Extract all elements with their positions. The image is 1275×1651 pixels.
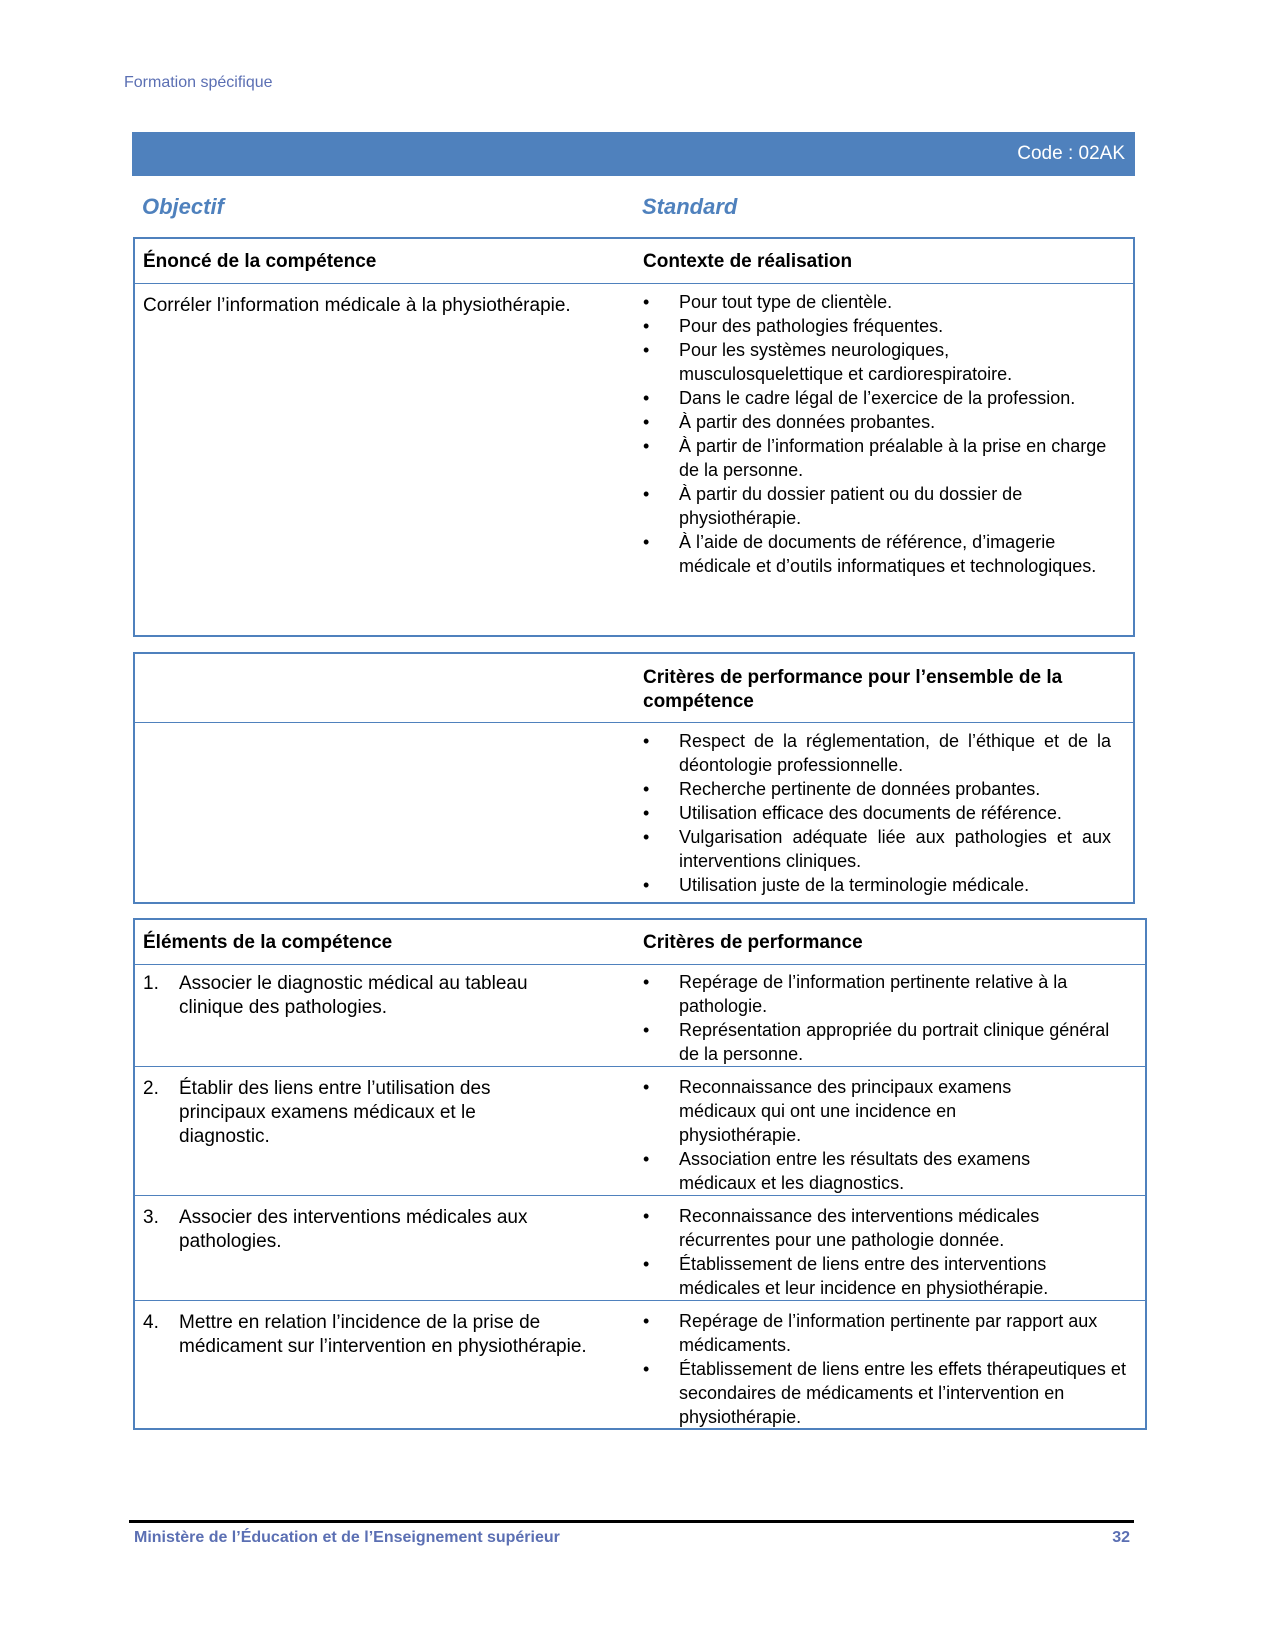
page-number: 32 (1112, 1529, 1130, 1546)
competence-box-header (135, 239, 1133, 284)
list-item: • Reconnaissance des principaux examens médicaux qui ont une incidence en physiothérapie. (643, 1075, 1063, 1147)
footer-rule (129, 1520, 1134, 1523)
criteria-list (643, 970, 1123, 1066)
criteria-list (643, 1204, 1093, 1300)
list-item: • À l’aide de documents de référence, d’imagerie médicale et d’outils informatiques et technologiques. (643, 530, 1113, 578)
list-item: • Utilisation juste de la terminologie médicale. (643, 873, 1111, 897)
overall-performance-header (135, 654, 1133, 723)
list-item: • Établissement de liens entre les effets thérapeutiques et secondaires de médicaments et l’intervention en physiothérapie. (643, 1357, 1133, 1429)
code-bar (132, 132, 1135, 176)
criteria-list (643, 1309, 1133, 1429)
section-title-objectif: Objectif (142, 194, 224, 219)
element-number: 4. (143, 1312, 159, 1333)
list-item: • Recherche pertinente de données probantes. (643, 777, 1111, 801)
list-item: • Utilisation efficace des documents de référence. (643, 801, 1111, 825)
criteria-header: Critères de performance (643, 932, 863, 953)
element-number: 3. (143, 1207, 159, 1228)
overall-performance-title: Critères de performance pour l’ensemble de la compétence (643, 667, 1063, 712)
footer-ministry: Ministère de l’Éducation et de l’Enseignement supérieur (134, 1529, 560, 1546)
list-item: • Repérage de l’information pertinente par rapport aux médicaments. (643, 1309, 1133, 1357)
elements-header: Éléments de la compétence (143, 932, 393, 953)
overall-performance-list (643, 729, 1111, 897)
list-item: • À partir de l’information préalable à la prise en charge de la personne. (643, 434, 1113, 482)
list-item: • Représentation appropriée du portrait clinique général de la personne. (643, 1018, 1123, 1066)
element-text: Mettre en relation l’incidence de la prise de médicament sur l’intervention en physiothérapie. (179, 1312, 587, 1357)
list-item: • Pour les systèmes neurologiques, musculosquelettique et cardiorespiratoire. (643, 338, 1113, 386)
code-label: Code : 02AK (1017, 143, 1125, 164)
row-divider (135, 1300, 1145, 1301)
list-item: • Pour tout type de clientèle. (643, 290, 1113, 314)
elements-box-header (135, 920, 1145, 965)
element-number: 2. (143, 1078, 159, 1099)
list-item: • Association entre les résultats des examens médicaux et les diagnostics. (643, 1147, 1063, 1195)
row-divider (135, 1195, 1145, 1196)
list-item: • Vulgarisation adéquate liée aux pathologies et aux interventions cliniques. (643, 825, 1111, 873)
list-item: • Repérage de l’information pertinente relative à la pathologie. (643, 970, 1123, 1018)
criteria-list (643, 1075, 1063, 1195)
context-list (643, 290, 1113, 578)
header-title: Formation spécifique (124, 74, 273, 91)
element-number: 1. (143, 973, 159, 994)
elements-box (133, 918, 1147, 1430)
list-item: • À partir des données probantes. (643, 410, 1113, 434)
list-item: • Dans le cadre légal de l’exercice de la profession. (643, 386, 1113, 410)
list-item: • À partir du dossier patient ou du dossier de physiothérapie. (643, 482, 1113, 530)
row-divider (135, 1066, 1145, 1067)
list-item: • Reconnaissance des interventions médicales récurrentes pour une pathologie donnée. (643, 1204, 1093, 1252)
list-item: • Pour des pathologies fréquentes. (643, 314, 1113, 338)
competence-statement: Corréler l’information médicale à la physiothérapie. (143, 295, 571, 316)
section-title-standard: Standard (642, 194, 738, 219)
element-text: Associer le diagnostic médical au tableau clinique des pathologies. (179, 973, 528, 1018)
context-header: Contexte de réalisation (643, 251, 853, 272)
competence-box (133, 237, 1135, 637)
element-text: Établir des liens entre l’utilisation des principaux examens médicaux et le diagnostic. (179, 1078, 491, 1147)
list-item: • Établissement de liens entre des interventions médicales et leur incidence en physiothérapie. (643, 1252, 1093, 1300)
overall-performance-box (133, 652, 1135, 904)
list-item: • Respect de la réglementation, de l’éthique et de la déontologie professionnelle. (643, 729, 1111, 777)
element-text: Associer des interventions médicales aux pathologies. (179, 1207, 528, 1252)
competence-statement-header: Énoncé de la compétence (143, 251, 377, 272)
